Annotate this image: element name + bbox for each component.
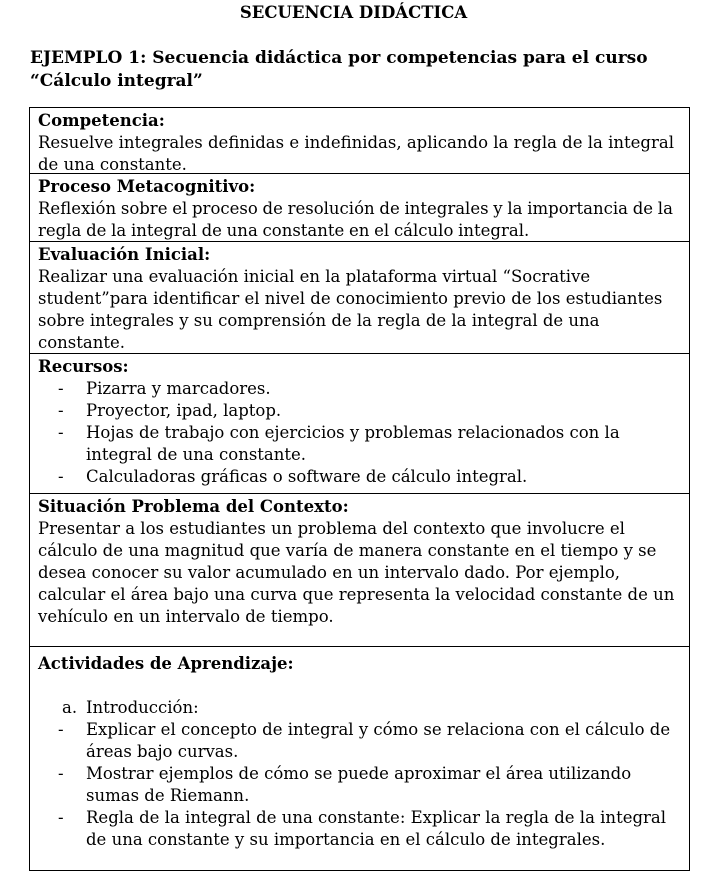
actividades-label: Actividades de Aprendizaje: (38, 654, 294, 673)
row-competencia (30, 108, 689, 174)
row-evaluacion-inicial (30, 242, 689, 354)
recurso-text: Calculadoras gráficas o software de cálculo integral. (86, 467, 528, 486)
alpha-marker: a. (62, 698, 78, 717)
recurso-text: Hojas de trabajo con ejercicios y problemas relacionados con la integral de una constante. (86, 423, 620, 464)
recurso-text: Proyector, ipad, laptop. (86, 401, 282, 420)
actividad-text: Explicar el concepto de integral y cómo se relaciona con el cálculo de áreas bajo curvas. (86, 720, 671, 761)
dash-marker: - (58, 379, 64, 398)
list-item (38, 466, 683, 488)
metacognitivo-label: Proceso Metacognitivo: (38, 177, 256, 196)
actividades-list (38, 719, 683, 851)
introduccion-label: Introducción: (86, 698, 199, 717)
list-item (38, 422, 683, 466)
document-title: SECUENCIA DIDÁCTICA (239, 3, 468, 22)
dash-marker: - (58, 808, 64, 827)
dash-marker: - (58, 401, 64, 420)
row-metacognitivo (30, 174, 689, 242)
evaluacion-text: Realizar una evaluación inicial en la plataforma virtual “Socrative student”para identificar el nivel de conocimiento previo de los estudiantes sobre integrales y su comprensión de la regla de la integral de una constante. (38, 267, 663, 352)
actividad-text: Mostrar ejemplos de cómo se puede aproximar el área utilizando sumas de Riemann. (86, 764, 632, 805)
situacion-text: Presentar a los estudiantes un problema del contexto que involucre el cálculo de una magnitud que varía de manera constante en el tiempo y se desea conocer su valor acumulado en un intervalo dado. Por ejemplo, calcular el área bajo una curva que representa la velocidad constante de un vehículo en un intervalo de tiempo. (38, 519, 675, 626)
dash-marker: - (58, 720, 64, 739)
didactic-sequence-table (29, 107, 690, 871)
list-item (38, 763, 683, 807)
example-heading: EJEMPLO 1: Secuencia didáctica por competencias para el curso “Cálculo integral” (30, 48, 648, 91)
dash-marker: - (58, 467, 64, 486)
row-actividades (30, 647, 689, 870)
dash-marker: - (58, 764, 64, 783)
row-situacion-problema (30, 494, 689, 647)
recurso-text: Pizarra y marcadores. (86, 379, 271, 398)
recursos-list (38, 378, 683, 488)
evaluacion-label: Evaluación Inicial: (38, 245, 211, 264)
list-item (38, 807, 683, 851)
dash-marker: - (58, 423, 64, 442)
list-item (38, 400, 683, 422)
recursos-label: Recursos: (38, 357, 129, 376)
competencia-label: Competencia: (38, 111, 165, 130)
sub-item-introduccion (38, 697, 683, 719)
metacognitivo-text: Reflexión sobre el proceso de resolución de integrales y la importancia de la regla de la integral de una constante en el cálculo integral. (38, 199, 673, 240)
competencia-text: Resuelve integrales definidas e indefinidas, aplicando la regla de la integral de una constante. (38, 133, 674, 174)
list-item (38, 719, 683, 763)
list-item (38, 378, 683, 400)
actividad-text: Regla de la integral de una constante: Explicar la regla de la integral de una constante y su importancia en el cálculo de integrales. (86, 808, 667, 849)
situacion-label: Situación Problema del Contexto: (38, 497, 349, 516)
row-recursos (30, 354, 689, 494)
